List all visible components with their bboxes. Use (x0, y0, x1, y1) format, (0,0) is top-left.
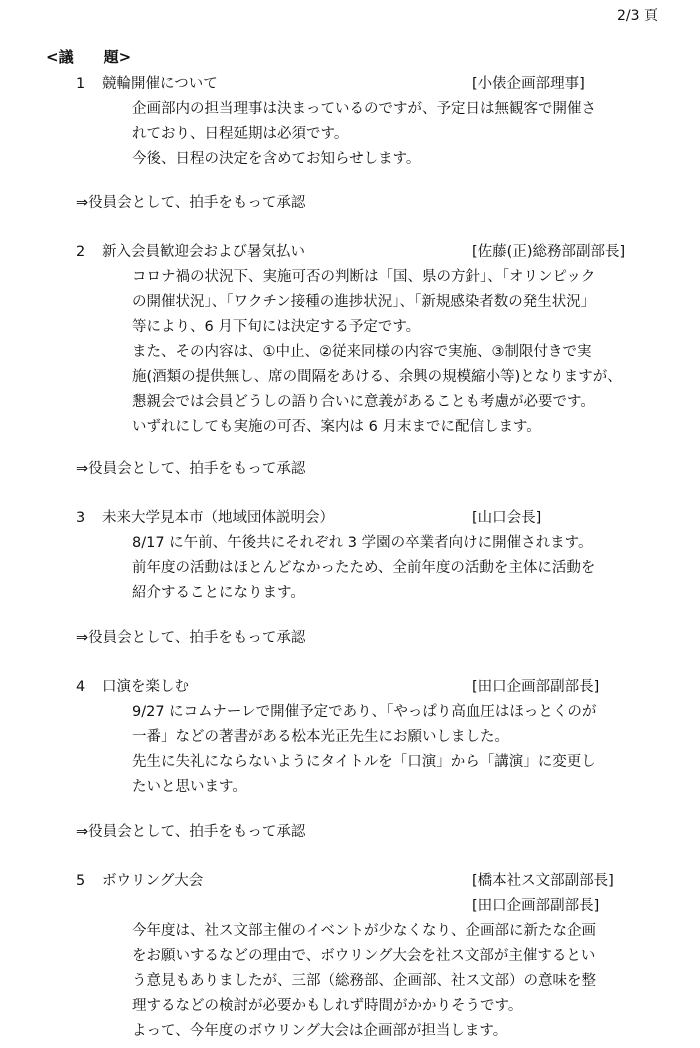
section-heading: <議 題> (46, 48, 132, 66)
body-line: たいと思います。 (132, 779, 247, 795)
item-presenter: [田口企画部副部長] (472, 679, 600, 695)
body-line: 今後、日程の決定を含めてお知らせします。 (132, 151, 421, 167)
item-title: ボウリング大会 (102, 873, 204, 889)
item-presenter: [田口企画部副部長] (472, 898, 600, 914)
agenda-item-3 (0, 506, 700, 606)
item-body (132, 700, 662, 800)
body-line: れており、日程延期は必須です。 (132, 126, 349, 142)
item-body (132, 919, 662, 1044)
body-line: よって、今年度のボウリング大会は企画部が担当します。 (132, 1023, 508, 1039)
item-body (132, 265, 662, 440)
item-presenter: [佐藤(正)総務部副部長] (472, 244, 626, 260)
body-line: 8/17 に午前、午後共にそれぞれ 3 学園の卒業者向けに開催されます。 (132, 535, 593, 551)
agenda-item-5 (0, 869, 700, 1044)
item-number: 3 (76, 510, 86, 526)
item-presenter: [小俵企画部理事] (472, 76, 585, 92)
body-line: 一番」などの著書がある松本光正先生にお願いしました。 (132, 729, 509, 745)
body-line: 理するなどの検討が必要かもしれず時間がかかりそうです。 (132, 998, 523, 1014)
body-line: 施(酒類の提供無し、席の間隔をあける、余興の規模縮小等)となりますが、 (132, 369, 622, 385)
body-line: う意見もありましたが、三部（総務部、企画部、社ス文部）の意味を整 (132, 973, 596, 989)
item-presenter: [橋本社ス文部副部長] (472, 873, 614, 889)
approval-line: ⇒役員会として、拍手をもって承認 (76, 461, 306, 477)
item-title: 競輪開催について (102, 76, 218, 92)
item-title: 新入会員歓迎会および暑気払い (102, 244, 305, 260)
body-line: 紹介することになります。 (132, 585, 305, 601)
approval-line: ⇒役員会として、拍手をもって承認 (76, 824, 306, 840)
agenda-item-2 (0, 240, 700, 440)
body-line: 懇親会では会員どうしの語り合いに意義があることも考慮が必要です。 (132, 394, 595, 410)
body-line: いずれにしても実施の可否、案内は 6 月末までに配信します。 (132, 419, 541, 435)
body-line: 等により、6 月下旬には決定する予定です。 (132, 319, 421, 335)
item-body (132, 97, 662, 172)
body-line: 9/27 にコムナーレで開催予定であり、「やっぱり高血圧はほっとくのが (132, 704, 597, 720)
approval-line: ⇒役員会として、拍手をもって承認 (76, 630, 306, 646)
agenda-item-1 (0, 72, 700, 172)
body-line: コロナ禍の状況下、実施可否の判断は「国、県の方針」、「オリンピック (132, 269, 596, 285)
item-body (132, 531, 662, 606)
body-line: 今年度は、社ス文部主催のイベントが少なくなり、企画部に新たな企画 (132, 923, 596, 939)
agenda-item-4 (0, 675, 700, 800)
page-number: 2/3 頁 (617, 8, 658, 24)
body-line: の開催状況」、「ワクチン接種の進捗状況」、「新規感染者数の発生状況」 (132, 294, 596, 310)
item-number: 1 (76, 76, 86, 92)
item-presenter: [山口会長] (472, 510, 542, 526)
body-line: 前年度の活動はほとんどなかったため、全前年度の活動を主体に活動を (132, 560, 596, 576)
body-line: 企画部内の担当理事は決まっているのですが、予定日は無観客で開催さ (132, 101, 596, 117)
item-number: 5 (76, 873, 86, 889)
item-title: 未来大学見本市（地域団体説明会） (102, 510, 334, 526)
item-number: 2 (76, 244, 86, 260)
item-number: 4 (76, 679, 86, 695)
item-title: 口演を楽しむ (102, 679, 189, 695)
body-line: 先生に失礼にならないようにタイトルを「口演」から「講演」に変更し (132, 754, 596, 770)
body-line: また、その内容は、①中止、②従来同様の内容で実施、③制限付きで実 (132, 344, 592, 360)
approval-line: ⇒役員会として、拍手をもって承認 (76, 195, 306, 211)
body-line: をお願いするなどの理由で、ボウリング大会を社ス文部が主催するとい (132, 948, 596, 964)
